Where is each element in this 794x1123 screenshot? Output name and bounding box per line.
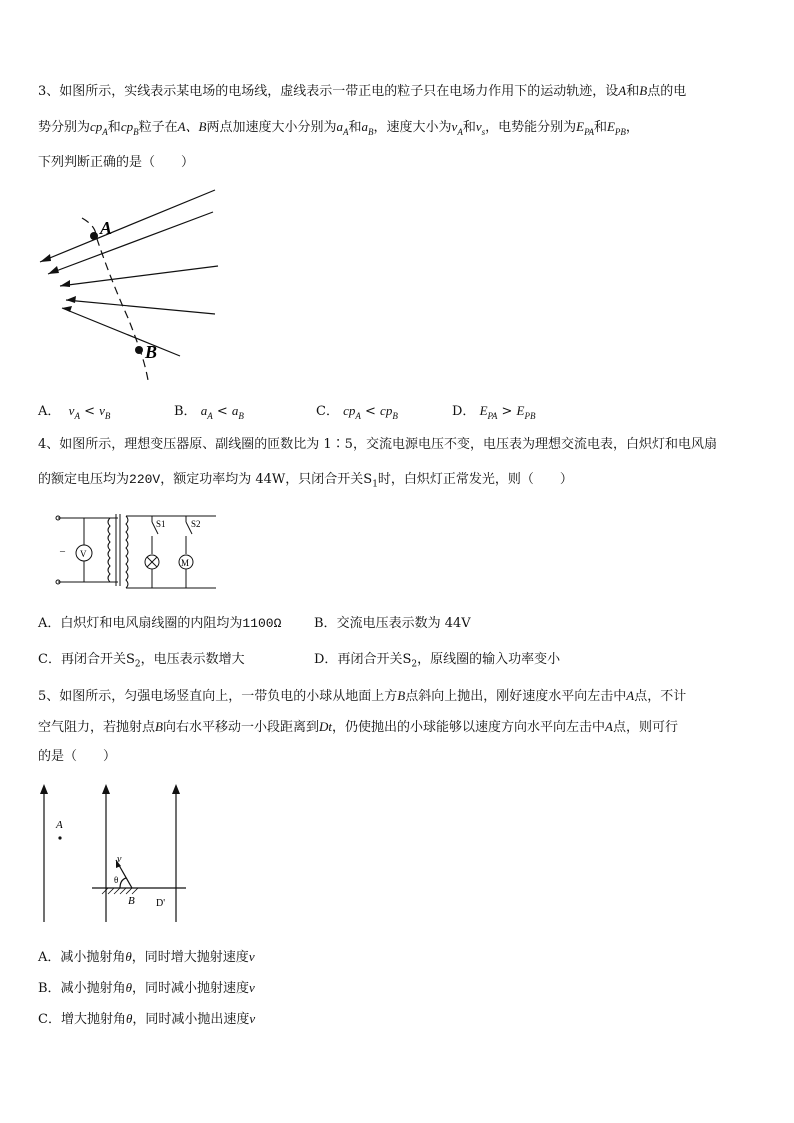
field-line-5 (62, 308, 180, 356)
q4-option-D[interactable]: D．再闭合开关$S_2$，原线圈的输入功率变小 (314, 652, 561, 670)
q5-field-figure (36, 782, 196, 927)
q5-option-A[interactable]: A．减小抛射角θ，同时增大抛射速度v (38, 949, 255, 965)
arrowhead (40, 254, 51, 262)
q5-option-C[interactable]: C．增大抛射角θ，同时减小抛出速度v (38, 1011, 256, 1027)
field-line-4 (66, 300, 215, 314)
q4-stem-line1: 4、如图所示，理想变压器原、副线圈的匝数比为 1∶5，交流电源电压不变，电压表为理想交流电表，白炽灯和电风扇 (38, 437, 717, 452)
field-line-3 (60, 266, 218, 286)
q4-option-A[interactable]: A．白炽灯和电风扇线圈的内阻均为1100Ω (38, 616, 282, 631)
label-A: A (100, 218, 113, 238)
svg-text:D': D' (156, 898, 166, 909)
arrowhead (48, 266, 59, 274)
trajectory-dashed (82, 218, 148, 380)
svg-text:M: M (181, 558, 190, 568)
q3-stem-line2: 势分别为$cp_A$和$cp_B$粒子在A、B两点加速度大小分别为$a_A$和$a_B$，速度大小为$v_A$和$v_s$，电势能分别为$E_{PA}$和$E_{PB}$， (38, 119, 639, 137)
field-line-1 (40, 190, 215, 262)
q3-option-B[interactable]: B． $a_A < a_B$ (174, 403, 244, 421)
q5-stem-line3: 的是（ ） (38, 749, 117, 764)
q3-option-C[interactable]: C． $cp_A < cp_B$ (316, 403, 398, 421)
point-A (58, 836, 61, 839)
point-B (135, 346, 143, 354)
arrowhead (60, 280, 70, 287)
point-A (90, 232, 98, 240)
svg-text:V: V (80, 549, 87, 559)
q4-option-B[interactable]: B．交流电压表示数为 44V (314, 616, 471, 631)
field-line-2 (48, 212, 213, 274)
svg-text:θ: θ (114, 875, 119, 885)
svg-text:–: – (60, 546, 65, 557)
q4-stem-line2: 的额定电压均为220V，额定功率均为 44W，只闭合开关$S_1$时，白炽灯正常发光，则（ ） (38, 472, 573, 490)
q4-option-C[interactable]: C．再闭合开关$S_2$，电压表示数增大 (38, 652, 245, 670)
svg-text:S1: S1 (156, 519, 166, 529)
q5-stem-line2: 空气阻力，若抛射点B向右水平移动一小段距离到Dt，仍使抛出的小球能够以速度方向水平向左击中A点，则可行 (38, 719, 678, 735)
label-B: B (145, 342, 158, 362)
q5-stem-line1: 5、如图所示，匀强电场竖直向上，一带负电的小球从地面上方B点斜向上抛出，刚好速度水平向左击中A点，不计 (38, 688, 687, 704)
q3-option-D[interactable]: D． $E_{PA} > E_{PB}$ (452, 403, 536, 421)
arrowhead (66, 296, 76, 303)
primary-coil (108, 518, 110, 582)
svg-text:S2: S2 (191, 519, 201, 529)
q3-electric-field-figure (30, 188, 230, 388)
svg-text:A: A (56, 819, 63, 831)
secondary-coil (126, 516, 128, 588)
q5-option-B[interactable]: B．减小抛射角θ，同时减小抛射速度v (38, 980, 255, 996)
q3-option-A[interactable]: A． $v_A < v_B$ (38, 403, 111, 421)
q4-transformer-circuit (40, 508, 220, 592)
svg-text:B: B (128, 895, 135, 907)
svg-text:v: v (117, 854, 122, 865)
q3-stem-line3: 下列判断正确的是（ ） (38, 155, 195, 170)
q3-stem-line1: 3、如图所示，实线表示某电场的电场线，虚线表示一带正电的粒子只在电场力作用下的运动轨迹，设A和B点的电 (38, 83, 687, 99)
